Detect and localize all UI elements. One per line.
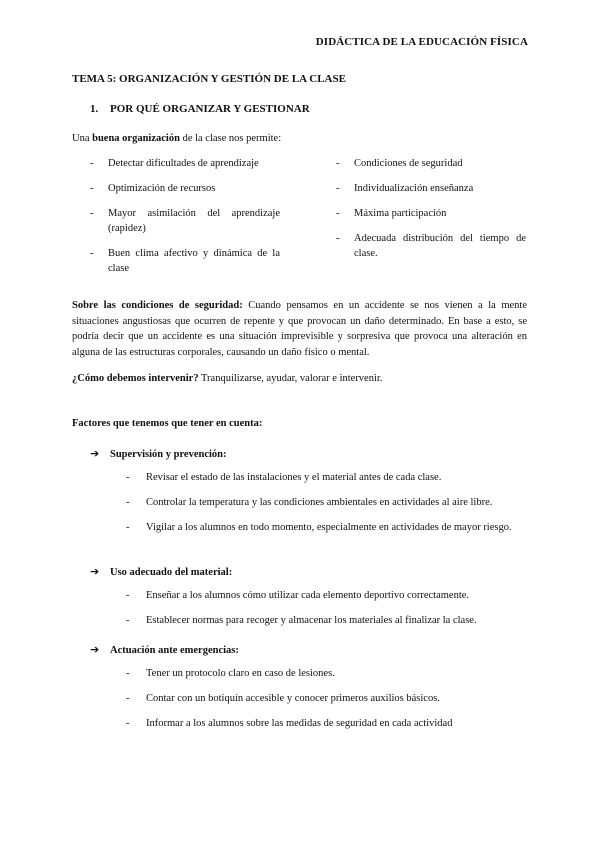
list-item: - Contar con un botiquín accesible y conocer primeros auxilios básicos. xyxy=(126,691,527,706)
group-heading-emergencies xyxy=(90,643,239,656)
safety-text: Cuando pensamos en un accidente se nos vienen a la mente situaciones angustiosas que ocurren de repente y que provocan un daño determinado. En base a esto, se podría decir que un accidente es una situación imprevisible y sorpresiva que provoca una alteración en alguna de las estructuras corporales, causando un daño físico o mental. xyxy=(72,300,527,358)
section-heading xyxy=(90,103,310,115)
group-heading-supervision xyxy=(90,447,226,460)
group-title: Uso adecuado del material: xyxy=(110,567,233,578)
list-item: - Informar a los alumnos sobre las medidas de seguridad en cada actividad xyxy=(126,716,527,731)
arrow-icon: ➔ xyxy=(90,447,100,460)
list-item: - Revisar el estado de las instalaciones y el material antes de cada clase. xyxy=(126,470,527,485)
group-title: Supervisión y prevención: xyxy=(110,449,227,460)
intro-post: de la clase nos permite: xyxy=(179,133,282,144)
benefits-list-right xyxy=(336,156,526,271)
intro-pre: Una xyxy=(72,133,93,144)
arrow-icon: ➔ xyxy=(90,643,100,656)
topic-title: TEMA 5: ORGANIZACIÓN Y GESTIÓN DE LA CLASE xyxy=(72,73,346,85)
list-item: - Vigilar a los alumnos en todo momento, especialmente en actividades de mayor riesgo. xyxy=(126,520,527,535)
section-title: POR QUÉ ORGANIZAR Y GESTIONAR xyxy=(110,103,310,115)
group-title: Actuación ante emergencias: xyxy=(110,645,239,656)
group-list-supervision xyxy=(126,470,527,545)
list-item: - Buen clima afectivo y dinámica de la clase xyxy=(90,246,280,276)
intervention-question xyxy=(72,373,382,384)
list-item: - Controlar la temperatura y las condiciones ambientales en actividades al aire libre. xyxy=(126,495,527,510)
list-item: - Establecer normas para recoger y almacenar los materiales al finalizar la clase. xyxy=(126,613,527,628)
benefits-list-left xyxy=(90,156,280,286)
question-label: ¿Cómo debemos intervenir? xyxy=(72,373,199,384)
arrow-icon: ➔ xyxy=(90,565,100,578)
intro-bold: buena organización xyxy=(92,133,180,144)
document-header: DIDÁCTICA DE LA EDUCACIÓN FÍSICA xyxy=(315,36,528,48)
group-list-material xyxy=(126,588,527,638)
list-item: - Máxima participación xyxy=(336,206,526,221)
group-list-emergencies xyxy=(126,666,527,741)
list-item: - Detectar dificultades de aprendizaje xyxy=(90,156,280,171)
list-item: - Condiciones de seguridad xyxy=(336,156,526,171)
section-number: 1. xyxy=(90,103,99,115)
list-item: - Adecuada distribución del tiempo de clase. xyxy=(336,231,526,261)
list-item: - Optimización de recursos xyxy=(90,181,280,196)
list-item: - Individualización enseñanza xyxy=(336,181,526,196)
safety-paragraph xyxy=(72,298,527,360)
group-heading-material xyxy=(90,565,232,578)
intro-sentence xyxy=(72,133,281,144)
safety-label: Sobre las condiciones de seguridad: xyxy=(72,300,243,311)
list-item: - Mayor asimilación del aprendizaje (rapidez) xyxy=(90,206,280,236)
factors-title: Factores que tenemos que tener en cuenta: xyxy=(72,418,263,429)
question-text: Tranquilizarse, ayudar, valorar e intervenir. xyxy=(198,373,383,384)
list-item: - Tener un protocolo claro en caso de lesiones. xyxy=(126,666,527,681)
list-item: - Enseñar a los alumnos cómo utilizar cada elemento deportivo correctamente. xyxy=(126,588,527,603)
